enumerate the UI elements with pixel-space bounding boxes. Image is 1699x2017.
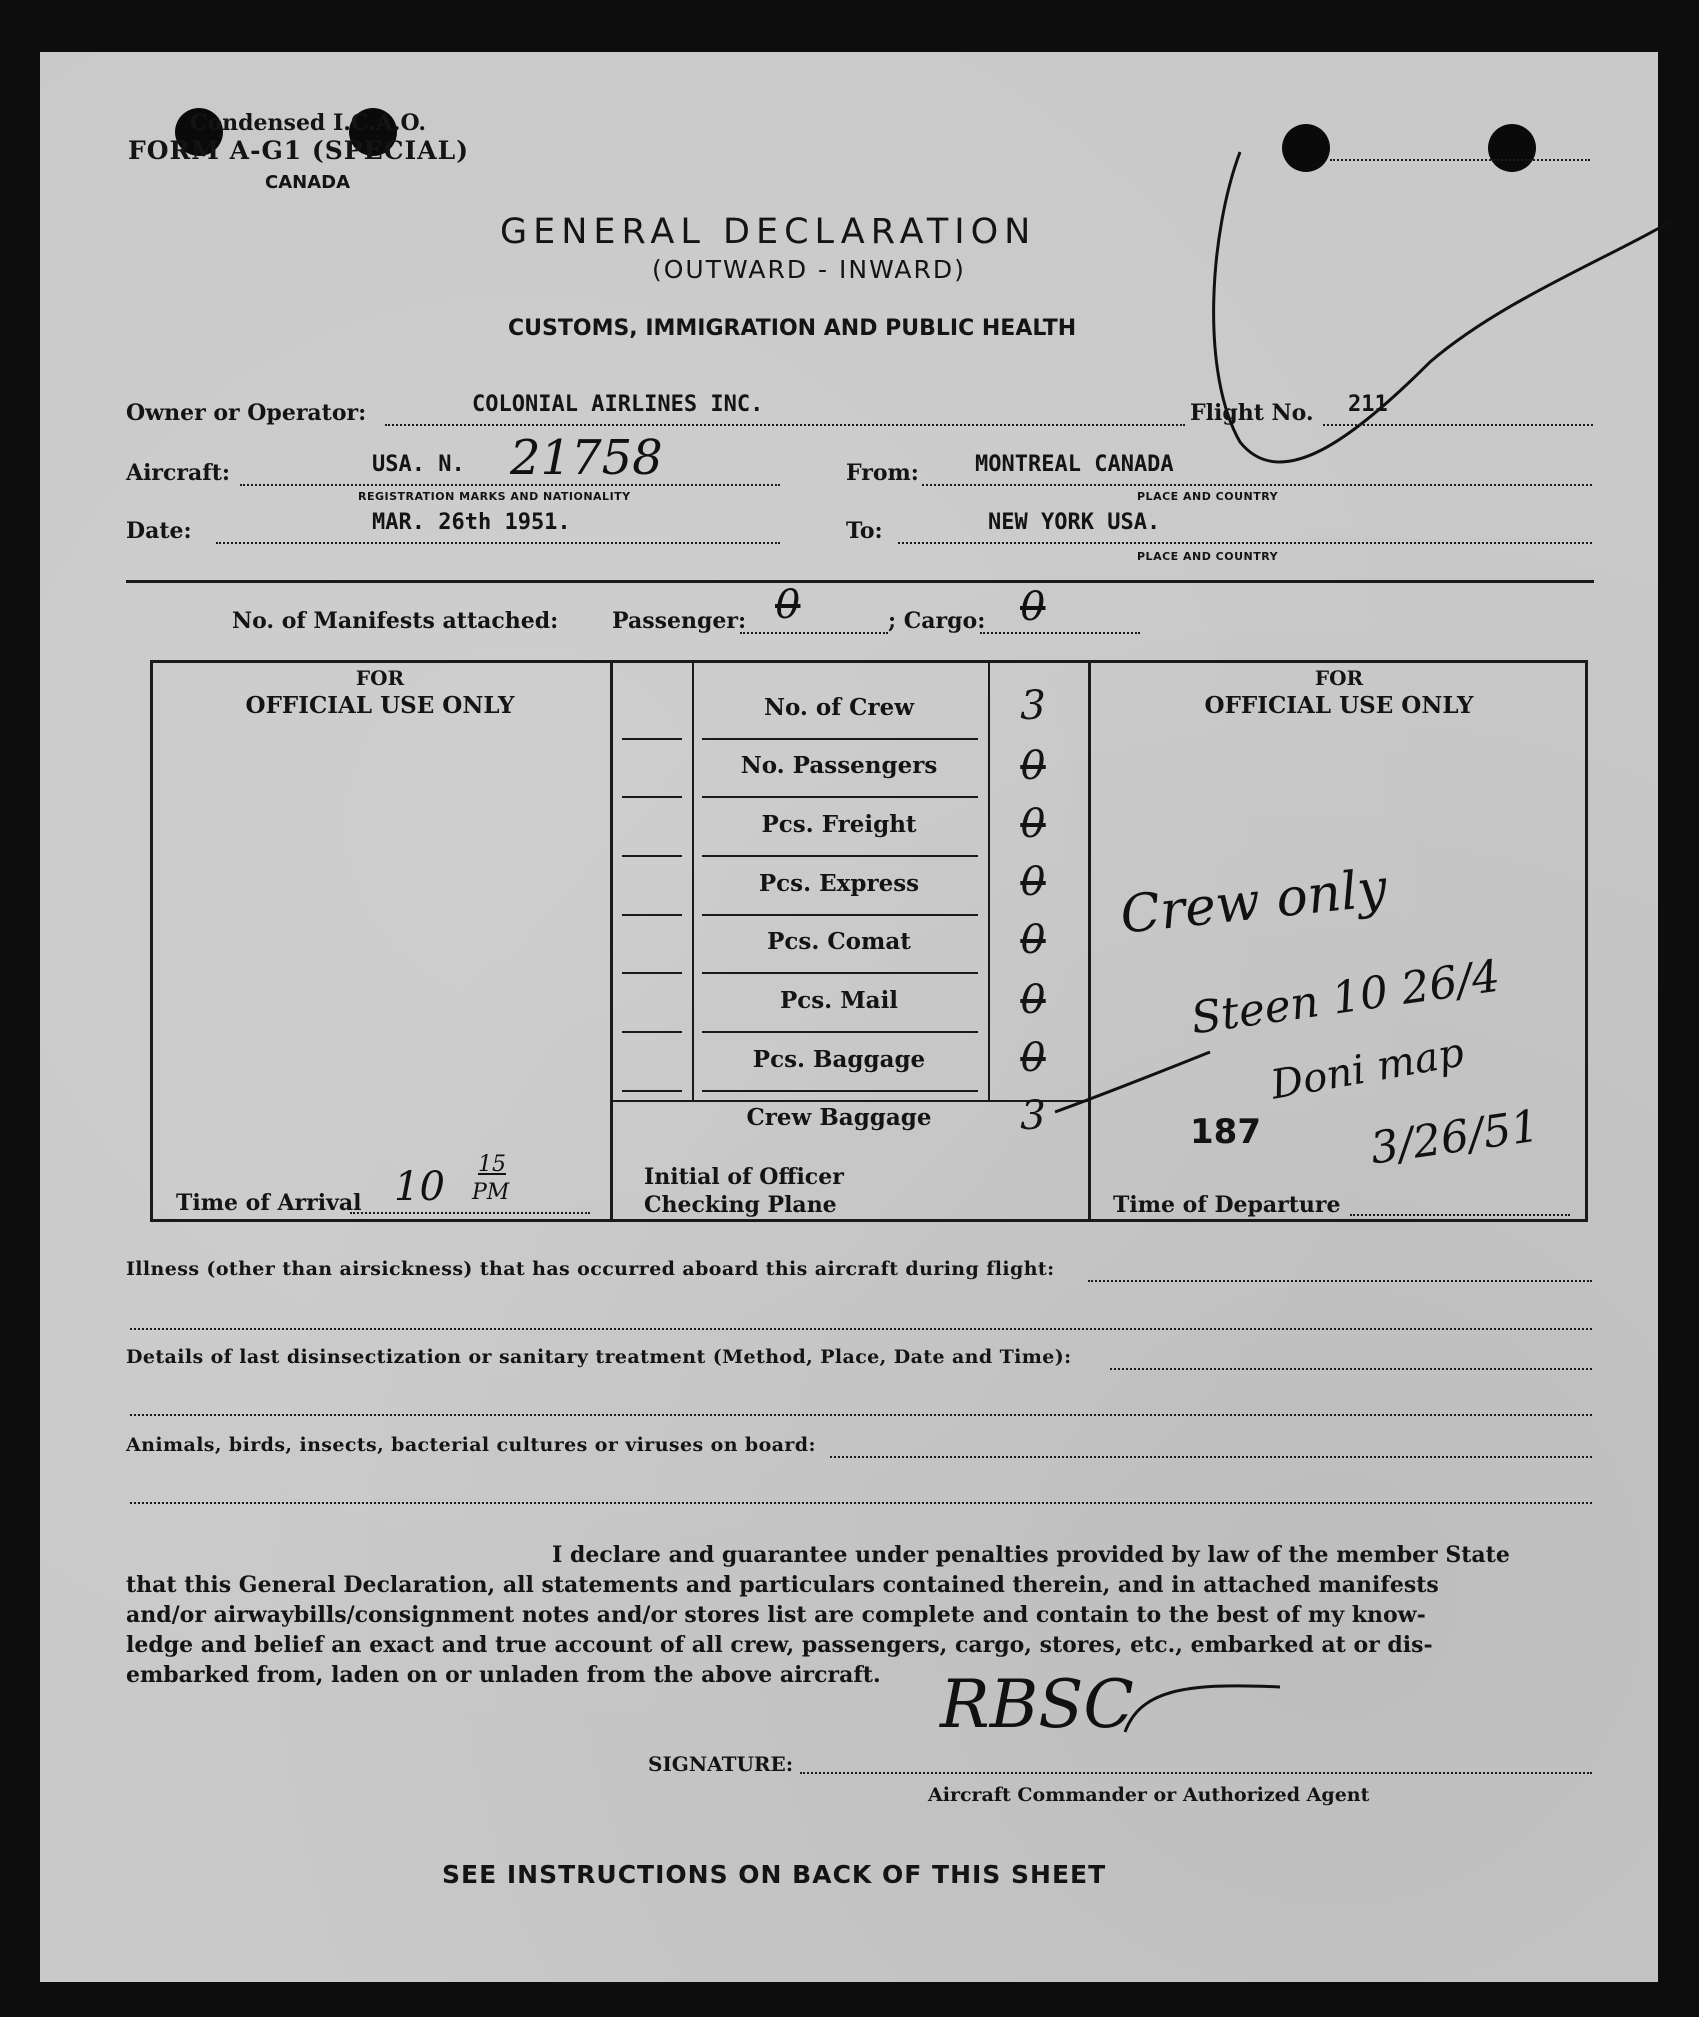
time-of-arrival-pm: PM xyxy=(472,1180,510,1205)
date-field[interactable]: MAR. 26th 1951. xyxy=(372,510,571,535)
table-divider-values xyxy=(988,662,990,1102)
signature-label: SIGNATURE: xyxy=(648,1752,794,1776)
passenger-manifest-field[interactable]: 0 xyxy=(775,582,801,628)
row-label-comat: Pcs. Comat xyxy=(767,928,911,955)
row-value-mail[interactable]: 0 xyxy=(1020,977,1046,1023)
passenger-manifest-line xyxy=(740,632,888,634)
cargo-manifest-field[interactable]: 0 xyxy=(1020,584,1046,630)
animals-answer-line-2[interactable] xyxy=(130,1502,1592,1504)
row-label-mail: Pcs. Mail xyxy=(779,987,899,1014)
passenger-manifest-label: Passenger: xyxy=(612,608,747,634)
time-of-arrival-field[interactable]: 10 xyxy=(394,1164,445,1210)
manifests-label: No. of Manifests attached: xyxy=(232,608,559,634)
form-header-line3: CANADA xyxy=(265,172,351,193)
row-value-crew[interactable]: 3 xyxy=(1020,683,1046,729)
owner-field[interactable]: COLONIAL AIRLINES INC. xyxy=(472,392,764,417)
row-rule xyxy=(702,972,978,974)
animals-question-label: Animals, birds, insects, bacterial cultures or viruses on board: xyxy=(126,1434,816,1456)
hand-drawn-stroke xyxy=(1050,1042,1220,1122)
footer-instructions: SEE INSTRUCTIONS ON BACK OF THIS SHEET xyxy=(442,1860,1107,1889)
annotation-officer-signature: Steen 10 26/4 xyxy=(1187,950,1504,1045)
time-of-arrival-label: Time of Arrival xyxy=(176,1190,362,1216)
date-label: Date: xyxy=(126,518,192,544)
illness-question-label: Illness (other than airsickness) that has occurred aboard this aircraft during flight: xyxy=(126,1258,1055,1280)
right-official-header-line2: OFFICIAL USE ONLY xyxy=(1204,692,1474,719)
page-subtitle: (OUTWARD - INWARD) xyxy=(652,255,966,284)
illness-answer-line[interactable] xyxy=(1088,1280,1592,1282)
cargo-manifest-label: ; Cargo: xyxy=(888,608,986,634)
from-field-line xyxy=(922,484,1592,486)
left-official-header-line2: OFFICIAL USE ONLY xyxy=(245,692,515,719)
department-title: CUSTOMS, IMMIGRATION AND PUBLIC HEALTH xyxy=(508,316,1077,341)
row-rule xyxy=(702,855,978,857)
time-of-departure-label: Time of Departure xyxy=(1113,1192,1341,1218)
row-rule xyxy=(702,914,978,916)
initial-officer-label-line1: Initial of Officer xyxy=(644,1164,844,1190)
page-title: GENERAL DECLARATION xyxy=(500,212,1037,252)
annotation-officer-signature-2: Doni map xyxy=(1267,1029,1468,1109)
row-rule xyxy=(622,914,682,916)
row-label-freight: Pcs. Freight xyxy=(761,811,917,838)
row-rule xyxy=(622,796,682,798)
declaration-paragraph xyxy=(126,1540,1596,1690)
row-value-crew-baggage[interactable]: 3 xyxy=(1020,1093,1046,1139)
time-of-arrival-minutes: 15 xyxy=(478,1152,506,1177)
row-rule xyxy=(622,1090,682,1092)
row-rule xyxy=(622,738,682,740)
signature-flourish xyxy=(1120,1672,1290,1742)
date-field-line xyxy=(216,542,780,544)
from-label: From: xyxy=(846,460,919,486)
row-rule xyxy=(622,855,682,857)
aircraft-label: Aircraft: xyxy=(126,460,231,486)
hand-drawn-check-mark xyxy=(1200,142,1680,502)
declaration-sheet xyxy=(40,52,1658,1982)
table-divider-left xyxy=(610,660,613,1222)
row-value-express[interactable]: 0 xyxy=(1020,859,1046,905)
from-caption: PLACE AND COUNTRY xyxy=(1137,490,1279,503)
row-rule xyxy=(702,1031,978,1033)
row-label-crew-baggage: Crew Baggage xyxy=(746,1104,932,1131)
annotation-date: 3/26/51 xyxy=(1367,1100,1543,1175)
flight-number-field[interactable]: 211 xyxy=(1348,392,1388,417)
left-official-header-line1: FOR xyxy=(355,666,405,690)
owner-field-line xyxy=(385,424,1185,426)
disinsectization-question-label: Details of last disinsectization or sanitary treatment (Method, Place, Date and Time): xyxy=(126,1346,1072,1368)
to-caption: PLACE AND COUNTRY xyxy=(1137,550,1279,563)
to-field[interactable]: NEW YORK USA. xyxy=(988,510,1161,535)
initial-officer-label-line2: Checking Plane xyxy=(644,1192,837,1218)
aircraft-caption: REGISTRATION MARKS AND NATIONALITY xyxy=(358,490,631,503)
declaration-line-1: I declare and guarantee under penalties provided by law of the member State xyxy=(552,1542,1510,1568)
declaration-line-5: embarked from, laden on or unladen from the above aircraft. xyxy=(126,1662,881,1688)
row-label-passengers: No. Passengers xyxy=(740,752,938,779)
stamp-number: 187 xyxy=(1190,1112,1261,1152)
from-field[interactable]: MONTREAL CANADA xyxy=(975,452,1174,477)
flight-field-line xyxy=(1323,424,1593,426)
declaration-line-4: ledge and belief an exact and true account of all crew, passengers, cargo, stores, etc., embarked at or dis- xyxy=(126,1632,1433,1658)
row-rule xyxy=(702,796,978,798)
row-rule xyxy=(622,972,682,974)
form-header-line1: Condensed I.C.A.O. xyxy=(190,110,426,136)
row-label-crew: No. of Crew xyxy=(763,694,915,721)
row-value-comat[interactable]: 0 xyxy=(1020,917,1046,963)
row-rule xyxy=(702,1090,978,1092)
row-value-freight[interactable]: 0 xyxy=(1020,801,1046,847)
signature-handwritten: RBSC xyxy=(940,1666,1134,1743)
table-divider-right xyxy=(1088,660,1091,1222)
to-field-line xyxy=(898,542,1592,544)
declaration-line-2: that this General Declaration, all statements and particulars contained therein, and in attached manifests xyxy=(126,1572,1439,1598)
row-rule xyxy=(702,738,978,740)
row-label-express: Pcs. Express xyxy=(758,870,920,897)
arrival-field-line xyxy=(350,1212,590,1214)
cargo-manifest-line xyxy=(980,632,1140,634)
table-divider-labels xyxy=(692,662,694,1102)
signature-caption: Aircraft Commander or Authorized Agent xyxy=(928,1784,1370,1806)
right-official-header-line1: FOR xyxy=(1314,666,1364,690)
row-rule xyxy=(622,1031,682,1033)
illness-answer-line-2[interactable] xyxy=(130,1328,1592,1330)
disinsectization-answer-line-2[interactable] xyxy=(130,1414,1592,1416)
aircraft-registration-field[interactable]: USA. N. xyxy=(372,452,465,477)
aircraft-number-handwritten: 21758 xyxy=(510,430,663,486)
animals-answer-line[interactable] xyxy=(830,1456,1592,1458)
section-divider xyxy=(126,580,1594,583)
row-value-baggage[interactable]: 0 xyxy=(1020,1035,1046,1081)
declaration-line-3: and/or airwaybills/consignment notes and/or stores list are complete and contain to the best of my know- xyxy=(126,1602,1426,1628)
departure-field-line xyxy=(1350,1214,1570,1216)
form-header-line2: FORM A-G1 (SPECIAL) xyxy=(128,136,470,165)
owner-label: Owner or Operator: xyxy=(126,400,367,426)
flight-number-label: Flight No. xyxy=(1190,400,1314,426)
to-label: To: xyxy=(846,518,883,544)
annotation-crew-only: Crew only xyxy=(1117,858,1390,946)
signature-line[interactable] xyxy=(800,1772,1592,1774)
row-value-passengers[interactable]: 0 xyxy=(1020,743,1046,789)
disinsectization-answer-line[interactable] xyxy=(1110,1368,1592,1370)
row-label-baggage: Pcs. Baggage xyxy=(752,1046,926,1073)
